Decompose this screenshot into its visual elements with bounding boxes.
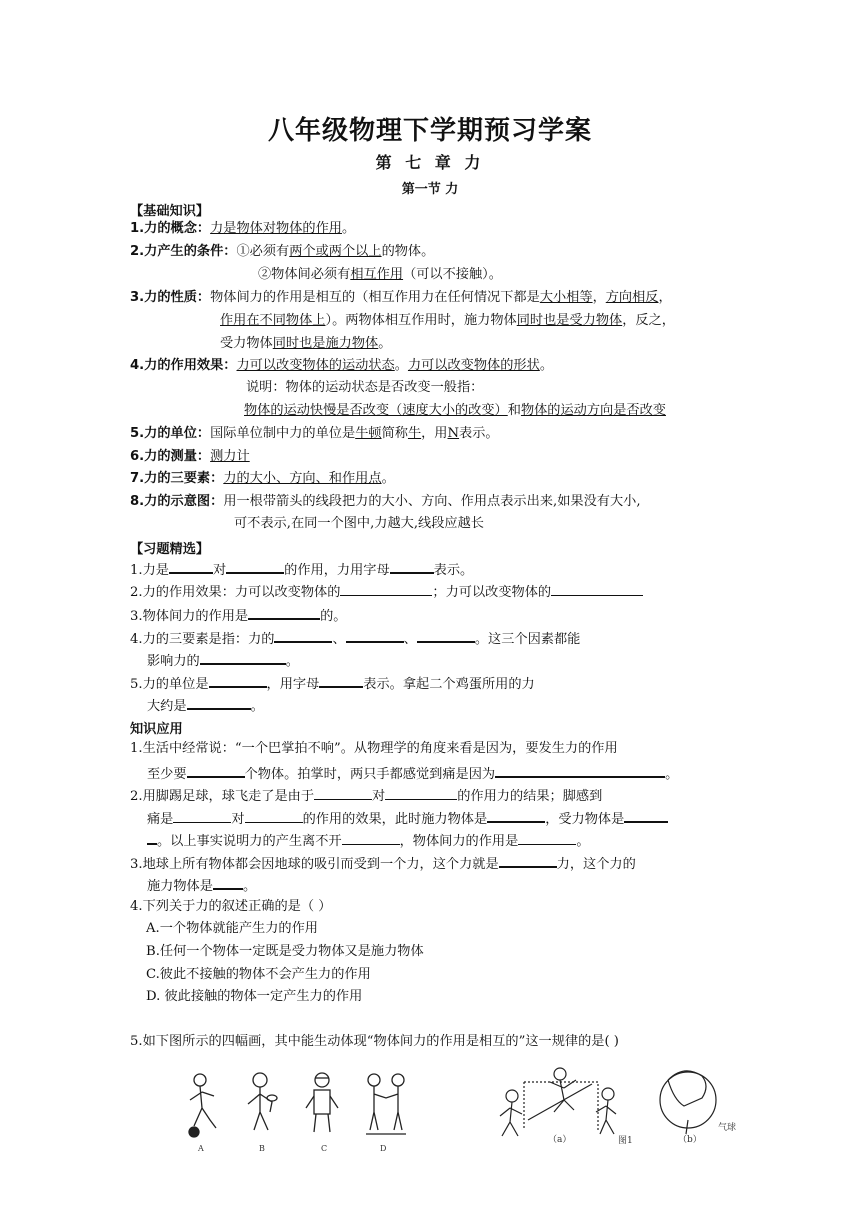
blank-input[interactable] — [147, 830, 157, 845]
k4-note: 说明：物体的运动状态是否改变一般指： — [246, 380, 484, 395]
k4-label: 4.力的作用效果： — [130, 358, 237, 373]
blank-input[interactable] — [417, 628, 475, 643]
knowledge-3 — [130, 289, 672, 307]
k1-end: 。 — [342, 221, 356, 236]
figure-label-d: D — [380, 1144, 387, 1153]
k5-ans2: 牛 — [407, 426, 422, 441]
q1-a: 1.力是 — [130, 563, 169, 578]
blank-input[interactable] — [200, 650, 286, 665]
k3-l1-end: ， — [658, 290, 672, 305]
a2-l3b: ，物体间力的作用是 — [399, 834, 519, 849]
app-3-line1 — [130, 853, 636, 874]
a3-l2a: 施力物体是 — [147, 879, 213, 894]
k3-ans3: 作用在不同物体上 — [220, 313, 326, 328]
figure-c-drawing — [306, 1073, 338, 1132]
a3-l1b: 力，这个力的 — [556, 857, 636, 872]
app-2-line2 — [147, 808, 668, 829]
k3-ans2: 方向相反 — [605, 290, 659, 305]
exercise-3 — [130, 605, 346, 626]
app-2-line3 — [147, 830, 590, 851]
knowledge-7 — [130, 470, 395, 488]
blank-input[interactable] — [187, 763, 245, 778]
exercise-4-line2 — [147, 650, 299, 671]
blank-input[interactable] — [390, 559, 434, 574]
chapter-heading: 第 七 章 力 — [375, 153, 485, 172]
k4-ans2: 力可以改变物体的形状 — [407, 358, 540, 373]
exercise-4 — [130, 628, 580, 649]
app-1-line1: 1.生活中经常说：“一个巴掌拍不响”。从物理学的角度来看是因为，要发生力的作用 — [130, 741, 618, 756]
k6-ans: 测力计 — [210, 449, 250, 464]
k1-answer: 力是物体对物体的作用 — [210, 221, 342, 236]
basics-heading: 【基础知识】 — [130, 204, 210, 219]
k3-label: 3.力的性质： — [130, 290, 211, 305]
figure-1-drawings — [488, 1060, 738, 1140]
q1-c: 的作用，力用字母 — [284, 563, 390, 578]
k4-ans1: 力可以改变物体的运动状态 — [236, 358, 395, 373]
app-3-line2 — [147, 875, 256, 896]
k3-ans4: 同时也是受力物体 — [516, 313, 623, 328]
k4-note-ans2: 物体的运动方向是否改变 — [520, 403, 666, 418]
k2b-pre: ②物体间必须有 — [258, 267, 351, 282]
figure-label-c: C — [321, 1144, 328, 1153]
q4-b: 。这三个因素都能 — [474, 632, 581, 647]
application-heading: 知识应用 — [130, 722, 183, 737]
blank-input[interactable] — [342, 831, 400, 845]
k4-mid: 。 — [394, 358, 408, 373]
k8-l1: 用一根带箭头的线段把力的大小、方向、作用点表示出来,如果没有大小, — [223, 494, 641, 509]
k7-label: 7.力的三要素： — [130, 471, 224, 486]
a2-l1a: 2.用脚踢足球，球飞走了是由于 — [130, 789, 315, 804]
q5-b: ，用字母 — [266, 677, 320, 692]
blank-input[interactable] — [209, 673, 267, 688]
q4-c: 影响力的 — [147, 654, 200, 669]
blank-input[interactable] — [245, 809, 303, 823]
figure-1b-drawing — [660, 1071, 716, 1134]
figure-d-drawing — [366, 1074, 406, 1134]
blank-input[interactable] — [319, 673, 363, 688]
blank-input[interactable] — [518, 831, 576, 845]
k2a-pre: ①必须有 — [236, 244, 290, 259]
q5-c: 表示。拿起二个鸡蛋所用的力 — [363, 677, 535, 692]
blank-input[interactable] — [213, 875, 243, 890]
figure-label-b: B — [259, 1144, 265, 1153]
figure-a-drawing — [189, 1074, 216, 1137]
blank-input[interactable] — [346, 628, 404, 643]
q4-sep: 、 — [332, 632, 346, 647]
k2a-answer: 两个或两个以上 — [289, 244, 382, 259]
blank-input[interactable] — [340, 582, 432, 596]
a2-l3a: 。以上事实说明力的产生离不开 — [157, 834, 342, 849]
knowledge-6 — [130, 448, 250, 466]
section-heading: 第一节 力 — [401, 182, 459, 197]
blank-input[interactable] — [487, 808, 545, 823]
app-2-line1 — [130, 786, 602, 806]
a3-l1a: 3.地球上所有物体都会因地球的吸引而受到一个力，这个力就是 — [130, 857, 499, 872]
app-4-question: 4.下列关于力的叙述正确的是（ ） — [130, 899, 332, 914]
knowledge-5 — [130, 425, 499, 443]
k2b-post: （可以不接触）。 — [403, 267, 502, 282]
figure-1-caption: 图1 — [618, 1136, 633, 1146]
q2-a: 2.力的作用效果：力可以改变物体的 — [130, 585, 341, 600]
app-4-option-d[interactable]: D. 彼此接触的物体一定产生力的作用 — [146, 989, 363, 1004]
a2-l2d: ，受力物体是 — [545, 812, 625, 827]
k3-l2-end: ，反之， — [622, 313, 675, 328]
q5-d: 大约是 — [147, 699, 187, 714]
app-5-question: 5.如下图所示的四幅画，其中能生动体现“物体间力的作用是相互的”这一规律的是( ) — [130, 1034, 619, 1049]
a2-l2b: 对 — [231, 812, 245, 827]
blank-input[interactable] — [173, 809, 231, 823]
k4-note-answer — [244, 402, 666, 420]
blank-input[interactable] — [499, 853, 557, 868]
a1-l2a: 至少要 — [147, 767, 187, 782]
knowledge-3-line2 — [220, 312, 675, 330]
blank-input[interactable] — [274, 628, 332, 643]
blank-input[interactable] — [624, 808, 668, 823]
app-4-option-a[interactable]: A.一个物体就能产生力的作用 — [146, 921, 318, 936]
k7-end: 。 — [381, 471, 395, 486]
k3-ans5: 同时也是施力物体 — [272, 336, 379, 351]
a2-l1b: 对 — [372, 789, 386, 804]
blank-input[interactable] — [495, 763, 665, 778]
a1-l2c: 。 — [665, 767, 679, 782]
blank-input[interactable] — [226, 559, 284, 574]
figure-1a-drawing — [500, 1068, 616, 1136]
k8-l2: 可不表示,在同一个图中,力越大,线段应越长 — [234, 516, 484, 531]
q4-a: 4.力的三要素是指：力的 — [130, 632, 275, 647]
knowledge-2b — [258, 266, 502, 284]
k5-label: 5.力的单位： — [130, 426, 211, 441]
exercise-2 — [130, 582, 643, 602]
exercise-5 — [130, 673, 535, 694]
blank-input[interactable] — [187, 695, 251, 710]
k2-label: 2.力产生的条件： — [130, 244, 237, 259]
figure-1b-caption: （b） — [678, 1135, 702, 1145]
k1-label: 1.力的概念： — [130, 221, 211, 236]
k3-l3-end: 。 — [378, 336, 392, 351]
app-4-option-b[interactable]: B.任何一个物体一定既是受力物体又是施力物体 — [146, 944, 424, 959]
k5-mid1: 简称 — [381, 426, 408, 441]
balloon-label: 气球 — [718, 1123, 737, 1133]
blank-input[interactable] — [551, 582, 643, 596]
q5-a: 5.力的单位是 — [130, 677, 209, 692]
k4-note-ans1: 物体的运动快慢是否改变（速度大小的改变） — [244, 403, 508, 418]
k7-ans: 力的大小、方向、和作用点 — [223, 471, 382, 486]
k3-l1-pre: 物体间力的作用是相互的（相互作用力在任何情况下都是 — [210, 290, 540, 305]
knowledge-3-line3 — [220, 335, 391, 353]
q4-d: 。 — [285, 654, 299, 669]
figure-b-drawing — [248, 1073, 277, 1130]
k3-ans1: 大小相等 — [539, 290, 593, 305]
k3-l3-pre: 受力物体 — [220, 336, 273, 351]
exercise-1 — [130, 559, 473, 580]
q2-b: ；力可以改变物体的 — [432, 585, 552, 600]
k5-mid2: ，用 — [421, 426, 448, 441]
a2-l1c: 的作用力的结果；脚感到 — [457, 789, 603, 804]
k5-ans1: 牛顿 — [355, 426, 382, 441]
k4-end: 。 — [539, 358, 553, 373]
k5-ans3: N — [447, 426, 460, 441]
a2-l2c: 的作用的效果，此时施力物体是 — [302, 812, 488, 827]
blank-input[interactable] — [169, 559, 213, 574]
k4-note-mid: 和 — [507, 403, 521, 418]
figure-label-a: A — [198, 1144, 204, 1153]
knowledge-4 — [130, 357, 553, 375]
knowledge-8 — [130, 493, 641, 511]
k3-l1-mid: ， — [592, 290, 606, 305]
blank-input[interactable] — [248, 605, 320, 620]
k5-end: 表示。 — [459, 426, 499, 441]
figure-1a-caption: （a） — [548, 1135, 572, 1145]
a1-l2b: 个物体。拍掌时，两只手都感觉到痛是因为 — [244, 767, 496, 782]
exercises-heading: 【习题精选】 — [130, 542, 210, 557]
knowledge-1 — [130, 220, 355, 238]
q4-sep: 、 — [403, 632, 417, 647]
k3-l2-mid: ）。两物体相互作用时，施力物体 — [325, 313, 517, 328]
q1-d: 表示。 — [433, 563, 474, 578]
page-title: 八年级物理下学期预习学案 — [267, 116, 592, 146]
exercise-5-line2 — [147, 695, 264, 716]
app-4-option-c[interactable]: C.彼此不接触的物体不会产生力的作用 — [146, 967, 371, 982]
k2b-answer: 相互作用 — [350, 267, 404, 282]
k6-label: 6.力的测量： — [130, 449, 211, 464]
a2-l2a: 痛是 — [147, 812, 174, 827]
app-1-line2 — [147, 763, 678, 784]
q1-b: 对 — [212, 563, 227, 578]
k2a-post: 的物体。 — [381, 244, 435, 259]
blank-input[interactable] — [314, 786, 372, 800]
blank-input[interactable] — [385, 786, 457, 800]
q5-e: 。 — [250, 699, 264, 714]
a3-l2b: 。 — [242, 879, 257, 894]
knowledge-2 — [130, 243, 434, 261]
q3-b: 的。 — [320, 609, 347, 624]
k5-pre: 国际单位制中力的单位是 — [210, 426, 356, 441]
q3-a: 3.物体间力的作用是 — [130, 609, 249, 624]
k8-label: 8.力的示意图： — [130, 494, 224, 509]
a2-l3c: 。 — [576, 834, 590, 849]
